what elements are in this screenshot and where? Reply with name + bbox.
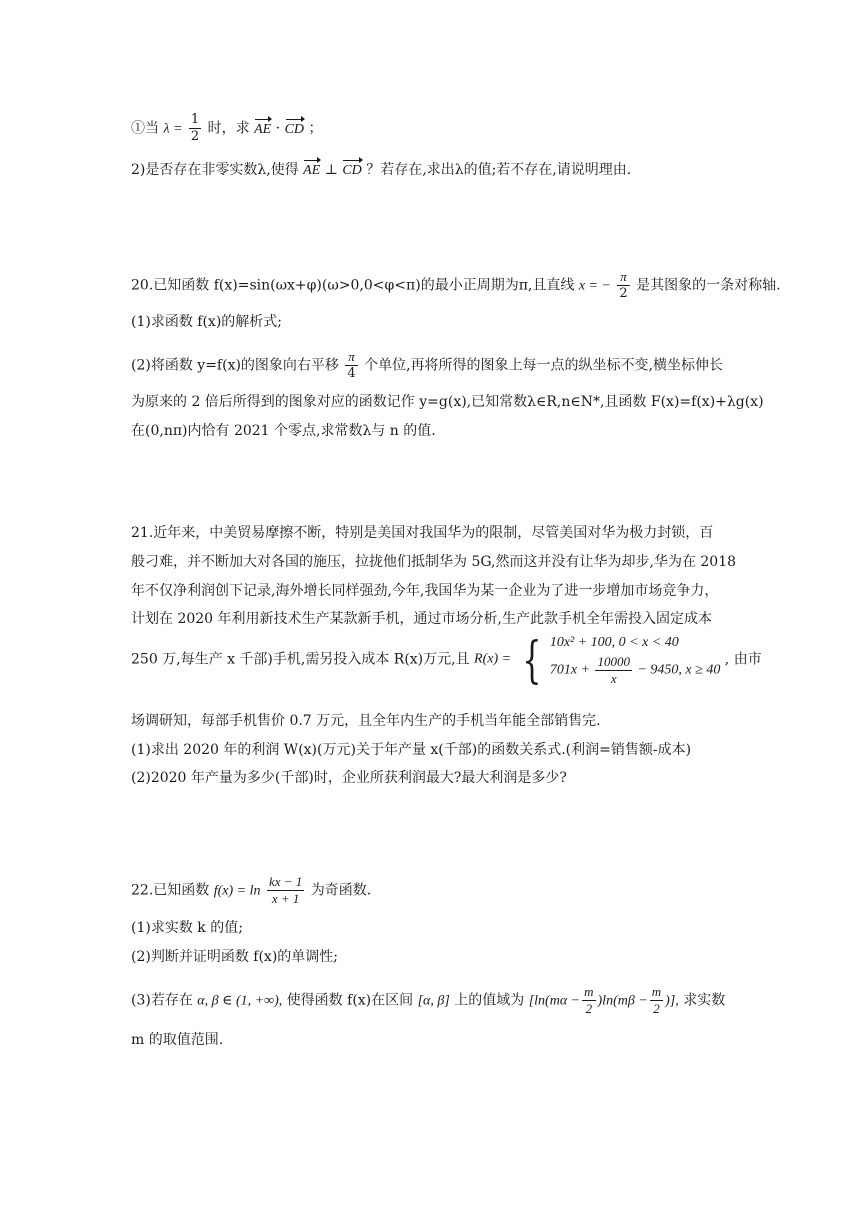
q19-part1: ①当 λ = $\frac{1}{2}$ 时，求 AE · CD ；: [131, 112, 323, 144]
q21-line1: 21.近年来，中美贸易摩擦不断，特别是美国对我国华为的限制，尽管美国对华为极力封锁，百: [131, 525, 714, 541]
q22-line4: (3)若存在 α, β ∈ (1, +∞), 使得函数 f(x)在区间 [α, β] 上的值域为 [ln(mα − $\frac{m}{2}$ )ln(mβ − $\frac{m}{2}$ )], 求实数: [131, 984, 726, 1016]
vector-ae-2: AE: [303, 161, 320, 181]
q22-line5: m 的取值范围.: [131, 1032, 224, 1048]
log-fraction: $\frac{kx - 1}{x + 1}$: [268, 874, 303, 906]
q21-line6: 场调研知，每部手机售价 0.7 万元，且全年内生产的手机当年能全部销售完.: [131, 713, 601, 729]
q21-line8: (2)2020 年产量为多少(千部)时，企业所获利润最大?最大利润是多少?: [131, 770, 567, 786]
q20-line5: 在(0,nπ)内恰有 2021 个零点,求常数λ与 n 的值.: [131, 423, 436, 439]
vector-cd: CD: [285, 120, 304, 140]
q21-line2: 般刁难，并不断加大对各国的施压，拉拢他们抵制华为 5G,然而这并没有让华为却步,华为在 2018: [131, 554, 737, 570]
q21-line7: (1)求出 2020 年的利润 W(x)(万元)关于年产量 x(千部)的函数关系式.(利润=销售额-成本): [131, 742, 692, 758]
q20-line3: (2)将函数 y=f(x)的图象向右平移 $\frac{\pi}{4}$ 个单位,再将所得的图象上每一点的纵坐标不变,横坐标伸长: [131, 349, 724, 381]
vector-cd-2: CD: [342, 161, 361, 181]
q20-line4: 为原来的 2 倍后所得到的图象对应的函数记作 y=g(x),已知常数λ∈R,n∈N*,且函数 F(x)=f(x)+λg(x): [131, 394, 764, 410]
pi-over-2: $\frac{\pi}{2}$: [619, 269, 628, 301]
vector-ae: AE: [254, 120, 271, 140]
pi-over-4: $\frac{\pi}{4}$: [347, 349, 356, 381]
half-fraction: $\frac{1}{2}$: [190, 112, 200, 144]
q19-l1-pre: ①当: [131, 120, 159, 137]
q20-line1: 20.已知函数 f(x)=sin(ωx+φ)(ω>0,0<φ<π)的最小正周期为π,且直线 x = − $\frac{\pi}{2}$ 是其图象的一条对称轴.: [131, 269, 781, 301]
piecewise-brace: {: [521, 630, 541, 689]
q19-l1-mid: 时，求: [207, 120, 250, 137]
piecewise-cases: [550, 632, 721, 687]
dot-operator: ·: [275, 120, 281, 137]
lambda-eq: λ =: [163, 121, 183, 137]
case-2: 701x + $\frac{10000}{x}$ − 9450, x ≥ 40: [549, 654, 721, 686]
q19-part2: 2)是否存在非零实数λ,使得 AE ⊥ CD ？若存在,求出λ的值;若不存在,请说明理由.: [131, 160, 631, 181]
q22-line3: (2)判断并证明函数 f(x)的单调性;: [131, 949, 338, 965]
perp-symbol: ⊥: [324, 162, 338, 178]
q21-line5: 250 万,每生产 x 千部)手机,需另投入成本 R(x)万元,且 R(x) = { 10x² + 100, 0 < x < 40 701x + $\frac{10000}{x}$ − 9450, x ≥ 40 , 由市: [131, 630, 762, 689]
q21-line4: 计划在 2020 年利用新技术生产某款新手机，通过市场分析,生产此款手机全年需投入固定成本: [131, 611, 712, 627]
case-1: 10x² + 100, 0 < x < 40: [549, 635, 679, 650]
q22-line2: (1)求实数 k 的值;: [131, 920, 243, 936]
q22-line1: 22.已知函数 f(x) = ln $\frac{kx - 1}{x + 1}$ 为奇函数.: [131, 874, 372, 906]
q20-line2: (1)求函数 f(x)的解析式;: [131, 314, 282, 330]
q21-line3: 年不仅净利润创下记录,海外增长同样强劲,今年,我国华为某一企业为了进一步增加市场竞争力，: [131, 583, 719, 599]
